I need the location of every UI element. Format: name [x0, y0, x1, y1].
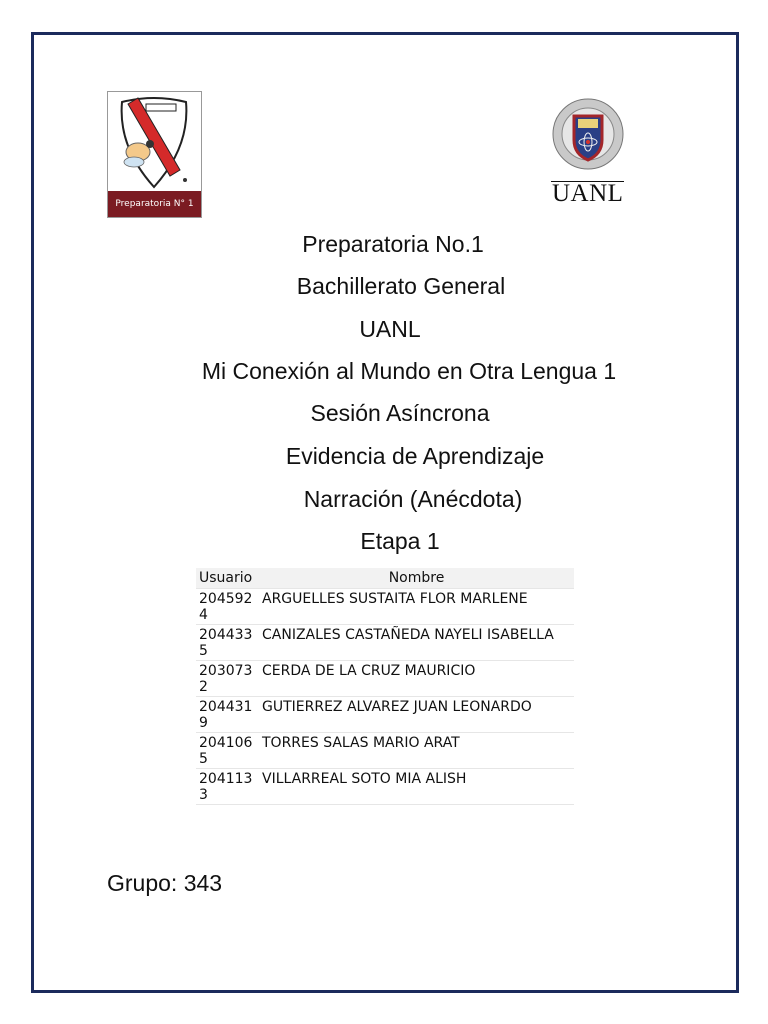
student-id: 2041065: [196, 733, 259, 769]
table-row: [196, 625, 574, 661]
preparatoria-logo: [107, 91, 202, 218]
title-stage: Etapa 1: [360, 528, 440, 554]
title-school: Preparatoria No.1: [302, 231, 484, 257]
student-id: 2030732: [196, 661, 259, 697]
student-name: GUTIERREZ ALVAREZ JUAN LEONARDO: [259, 697, 574, 733]
table-row: [196, 769, 574, 805]
student-name: ARGUELLES SUSTAITA FLOR MARLENE: [259, 589, 574, 625]
preparatoria-crest-icon: [108, 92, 201, 192]
student-id: 2045924: [196, 589, 259, 625]
table-row: [196, 697, 574, 733]
uanl-seal-icon: [548, 98, 632, 178]
title-program: Bachillerato General: [296, 273, 506, 299]
table-row: [196, 733, 574, 769]
table-header-row: [196, 568, 574, 589]
group-label: Grupo: 343: [107, 870, 223, 896]
title-session: Sesión Asíncrona: [310, 400, 490, 426]
title-university: UANL: [359, 316, 421, 342]
student-id: 2044319: [196, 697, 259, 733]
student-id: 2041133: [196, 769, 259, 805]
student-name: TORRES SALAS MARIO ARAT: [259, 733, 574, 769]
uanl-logo-text: UANL: [552, 180, 624, 207]
students-table: [196, 568, 574, 805]
title-course: Mi Conexión al Mundo en Otra Lengua 1: [201, 358, 617, 384]
title-narration: Narración (Anécdota): [303, 486, 523, 512]
column-header-name: Nombre: [259, 568, 574, 589]
table-row: [196, 661, 574, 697]
student-name: VILLARREAL SOTO MIA ALISH: [259, 769, 574, 805]
student-name: CERDA DE LA CRUZ MAURICIO: [259, 661, 574, 697]
column-header-user: Usuario: [196, 568, 259, 589]
student-name: CANIZALES CASTAÑEDA NAYELI ISABELLA: [259, 625, 574, 661]
table-row: [196, 589, 574, 625]
preparatoria-logo-caption: Preparatoria N° 1: [108, 191, 201, 217]
title-evidence: Evidencia de Aprendizaje: [285, 443, 545, 469]
student-id: 2044335: [196, 625, 259, 661]
